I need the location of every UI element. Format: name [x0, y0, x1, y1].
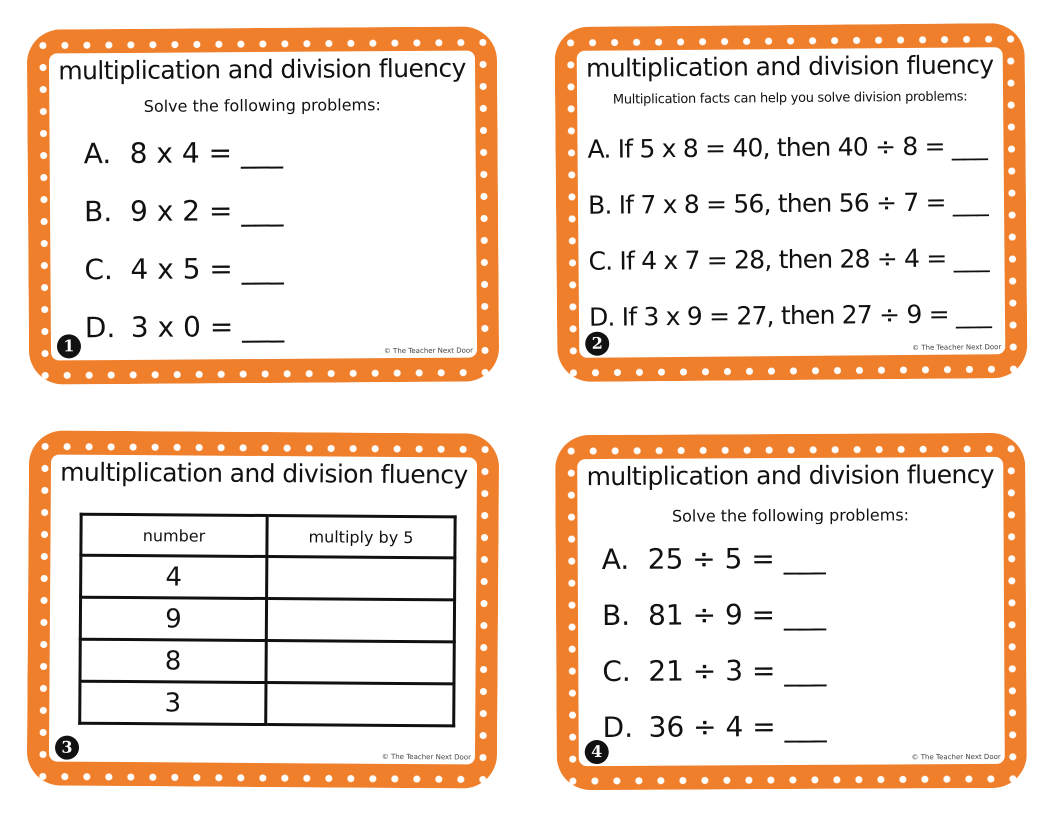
task-card-4 [555, 433, 1027, 790]
card-number-badge: 1 [57, 334, 81, 358]
card-title: multiplication and division fluency [586, 459, 995, 492]
answer-cell[interactable] [266, 641, 454, 684]
card-number-badge: 3 [55, 736, 79, 760]
card-content [577, 47, 1006, 358]
card-title: multiplication and division fluency [585, 50, 994, 83]
card-title: multiplication and division fluency [58, 53, 466, 86]
copyright: © The Teacher Next Door [911, 752, 1001, 762]
instructions: Solve the following problems: [671, 505, 910, 526]
problem-c: C. 4 x 5 = ___ [84, 251, 284, 287]
problem-d: D. 3 x 0 = ___ [84, 309, 285, 345]
card-number-badge: 2 [585, 332, 609, 356]
copyright: © The Teacher Next Door [381, 752, 472, 762]
problem-c: C. If 4 x 7 = 28, then 28 ÷ 4 = ___ [588, 243, 989, 276]
problem-c: C. 21 ÷ 3 = ___ [602, 653, 827, 688]
number-cell: 3 [80, 681, 266, 724]
copyright: © The Teacher Next Door [912, 343, 1002, 352]
multiply-table [78, 513, 456, 728]
table-row [81, 555, 455, 600]
problem-d: D. 36 ÷ 4 = ___ [602, 709, 827, 744]
number-cell: 9 [80, 597, 266, 640]
instructions: Solve the following problems: [143, 95, 381, 116]
problem-b: B. If 7 x 8 = 56, then 56 ÷ 7 = ___ [587, 187, 989, 220]
card-title: multiplication and division fluency [60, 457, 468, 490]
answer-cell[interactable] [267, 557, 455, 600]
card-content [49, 455, 477, 765]
task-card-1 [27, 26, 499, 384]
problem-d: D. If 3 x 9 = 27, then 27 ÷ 9 = ___ [588, 299, 992, 332]
number-cell: 8 [80, 639, 266, 682]
card-content [49, 51, 477, 361]
table-row [80, 597, 454, 642]
problem-b: B. 81 ÷ 9 = ___ [601, 597, 827, 632]
problem-a: A. 8 x 4 = ___ [83, 135, 284, 171]
problem-b: B. 9 x 2 = ___ [83, 193, 284, 229]
instructions: Multiplication facts can help you solve division problems: [612, 89, 968, 108]
task-card-2 [554, 23, 1027, 382]
task-card-3 [27, 430, 499, 788]
number-cell: 4 [81, 555, 267, 598]
table-row [80, 639, 454, 684]
table-header-row [81, 514, 455, 558]
problem-a: A. 25 ÷ 5 = ___ [601, 541, 826, 576]
problem-a: A. If 5 x 8 = 40, then 40 ÷ 8 = ___ [587, 131, 988, 164]
answer-cell[interactable] [266, 683, 454, 726]
answer-cell[interactable] [266, 599, 454, 642]
column-header-multiply: multiply by 5 [267, 516, 455, 558]
column-header-number: number [81, 514, 267, 556]
copyright: © The Teacher Next Door [383, 346, 474, 356]
table-row [80, 681, 454, 726]
card-content [577, 457, 1005, 766]
card-number-badge: 4 [585, 740, 609, 764]
